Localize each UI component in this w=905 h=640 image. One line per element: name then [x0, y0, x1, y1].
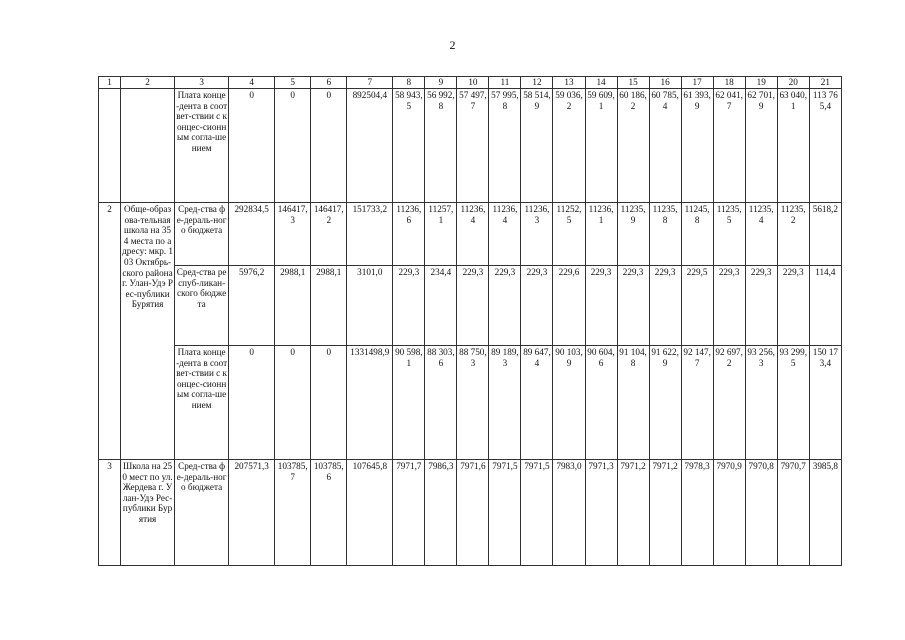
- value-cell: 151733,2: [347, 203, 393, 266]
- value-cell: 56 992,8: [425, 89, 457, 203]
- funding-source-cell: Сред-ства фе-дераль-ного бюджета: [175, 460, 229, 566]
- table-row: [99, 203, 842, 266]
- value-cell: 7986,3: [425, 460, 457, 566]
- value-cell: 90 604,6: [585, 346, 617, 460]
- value-cell: 93 256,3: [745, 346, 777, 460]
- row-number-cell: 3: [99, 460, 121, 566]
- column-number: 19: [745, 77, 777, 89]
- value-cell: 114,4: [809, 266, 841, 346]
- value-cell: 91 104,8: [617, 346, 649, 460]
- value-cell: 229,3: [393, 266, 425, 346]
- value-cell: 11236,3: [521, 203, 553, 266]
- value-cell: 107645,8: [347, 460, 393, 566]
- column-number: 4: [229, 77, 275, 89]
- value-cell: 5618,2: [809, 203, 841, 266]
- value-cell: 11236,4: [489, 203, 521, 266]
- table-row: [99, 89, 842, 203]
- value-cell: 229,3: [489, 266, 521, 346]
- table-header-row: [99, 77, 842, 89]
- value-cell: 229,5: [681, 266, 713, 346]
- value-cell: 11235,2: [777, 203, 809, 266]
- column-number: 10: [457, 77, 489, 89]
- value-cell: 7971,3: [585, 460, 617, 566]
- value-cell: 60 186,2: [617, 89, 649, 203]
- value-cell: 7971,5: [489, 460, 521, 566]
- value-cell: 7970,9: [713, 460, 745, 566]
- object-name-cell: Обще-образова-тельная школа на 354 места по адресу: мкр. 103 Октябрь-ского района г. Улан-Удэ Рес-публики Бурятия: [121, 203, 175, 460]
- table-row: [99, 266, 842, 346]
- value-cell: 229,3: [521, 266, 553, 346]
- value-cell: 7971,2: [617, 460, 649, 566]
- table-row: [99, 346, 842, 460]
- value-cell: 11252,5: [553, 203, 585, 266]
- value-cell: 207571,3: [229, 460, 275, 566]
- funding-source-cell: Сред-ства респуб-ликан-ского бюджета: [175, 266, 229, 346]
- value-cell: 229,3: [585, 266, 617, 346]
- value-cell: 91 622,9: [649, 346, 681, 460]
- value-cell: 7983,0: [553, 460, 585, 566]
- value-cell: 7971,2: [649, 460, 681, 566]
- value-cell: 7970,8: [745, 460, 777, 566]
- column-number: 3: [175, 77, 229, 89]
- table-row: [99, 460, 842, 566]
- value-cell: 89 647,4: [521, 346, 553, 460]
- value-cell: 103785,7: [275, 460, 311, 566]
- value-cell: 7978,3: [681, 460, 713, 566]
- value-cell: 90 598,1: [393, 346, 425, 460]
- value-cell: 63 040,1: [777, 89, 809, 203]
- column-number: 16: [649, 77, 681, 89]
- value-cell: 146417,2: [311, 203, 347, 266]
- column-number: 20: [777, 77, 809, 89]
- value-cell: 88 303,6: [425, 346, 457, 460]
- value-cell: 7971,6: [457, 460, 489, 566]
- value-cell: 892504,4: [347, 89, 393, 203]
- funding-source-cell: Плата конце-дента в соответ-ствии с концес-сионным согла-шением: [175, 346, 229, 460]
- value-cell: 0: [229, 346, 275, 460]
- funding-source-cell: Плата конце-дента в соответ-ствии с концес-сионным согла-шением: [175, 89, 229, 203]
- value-cell: 58 943,5: [393, 89, 425, 203]
- value-cell: 229,6: [553, 266, 585, 346]
- value-cell: 150 173,4: [809, 346, 841, 460]
- value-cell: 0: [311, 346, 347, 460]
- value-cell: 11235,4: [745, 203, 777, 266]
- value-cell: 59 036,2: [553, 89, 585, 203]
- column-number: 15: [617, 77, 649, 89]
- value-cell: 234,4: [425, 266, 457, 346]
- column-number: 9: [425, 77, 457, 89]
- value-cell: 229,3: [649, 266, 681, 346]
- value-cell: 113 765,4: [809, 89, 841, 203]
- column-number: 6: [311, 77, 347, 89]
- value-cell: 2988,1: [275, 266, 311, 346]
- row-number-cell: [99, 89, 121, 203]
- value-cell: 62 041,7: [713, 89, 745, 203]
- column-number: 1: [99, 77, 121, 89]
- value-cell: 11236,1: [585, 203, 617, 266]
- value-cell: 229,3: [713, 266, 745, 346]
- object-name-cell: [121, 89, 175, 203]
- value-cell: 0: [229, 89, 275, 203]
- column-number: 21: [809, 77, 841, 89]
- value-cell: 11235,9: [617, 203, 649, 266]
- value-cell: 7970,7: [777, 460, 809, 566]
- column-number: 18: [713, 77, 745, 89]
- value-cell: 62 701,9: [745, 89, 777, 203]
- row-number-cell: 2: [99, 203, 121, 460]
- column-number: 8: [393, 77, 425, 89]
- value-cell: 103785,6: [311, 460, 347, 566]
- value-cell: 229,3: [777, 266, 809, 346]
- column-number: 2: [121, 77, 175, 89]
- value-cell: 57 995,8: [489, 89, 521, 203]
- value-cell: 229,3: [457, 266, 489, 346]
- value-cell: 88 750,3: [457, 346, 489, 460]
- column-number: 5: [275, 77, 311, 89]
- value-cell: 229,3: [617, 266, 649, 346]
- column-number: 11: [489, 77, 521, 89]
- value-cell: 11236,6: [393, 203, 425, 266]
- value-cell: 0: [275, 89, 311, 203]
- value-cell: 11236,4: [457, 203, 489, 266]
- column-number: 7: [347, 77, 393, 89]
- value-cell: 3101,0: [347, 266, 393, 346]
- page-number: 2: [449, 38, 456, 52]
- value-cell: 5976,2: [229, 266, 275, 346]
- value-cell: 92 697,2: [713, 346, 745, 460]
- value-cell: 58 514,9: [521, 89, 553, 203]
- value-cell: 90 103,9: [553, 346, 585, 460]
- value-cell: 61 393,9: [681, 89, 713, 203]
- value-cell: 7971,7: [393, 460, 425, 566]
- value-cell: 60 785,4: [649, 89, 681, 203]
- value-cell: 11235,8: [649, 203, 681, 266]
- value-cell: 59 609,1: [585, 89, 617, 203]
- column-number: 17: [681, 77, 713, 89]
- column-number: 13: [553, 77, 585, 89]
- value-cell: 292834,5: [229, 203, 275, 266]
- budget-table: [98, 76, 842, 566]
- value-cell: 93 299,5: [777, 346, 809, 460]
- value-cell: 7971,5: [521, 460, 553, 566]
- value-cell: 0: [311, 89, 347, 203]
- object-name-cell: Школа на 250 мест по ул. Жердева г. Улан-Удэ Рес-публики Бурятия: [121, 460, 175, 566]
- value-cell: 3985,8: [809, 460, 841, 566]
- funding-source-cell: Сред-ства фе-дераль-ного бюджета: [175, 203, 229, 266]
- value-cell: 57 497,7: [457, 89, 489, 203]
- value-cell: 11245,8: [681, 203, 713, 266]
- value-cell: 2988,1: [311, 266, 347, 346]
- value-cell: 92 147,7: [681, 346, 713, 460]
- value-cell: 11257,1: [425, 203, 457, 266]
- column-number: 14: [585, 77, 617, 89]
- value-cell: 1331498,9: [347, 346, 393, 460]
- value-cell: 146417,3: [275, 203, 311, 266]
- value-cell: 229,3: [745, 266, 777, 346]
- value-cell: 11235,5: [713, 203, 745, 266]
- column-number: 12: [521, 77, 553, 89]
- value-cell: 0: [275, 346, 311, 460]
- value-cell: 89 189,3: [489, 346, 521, 460]
